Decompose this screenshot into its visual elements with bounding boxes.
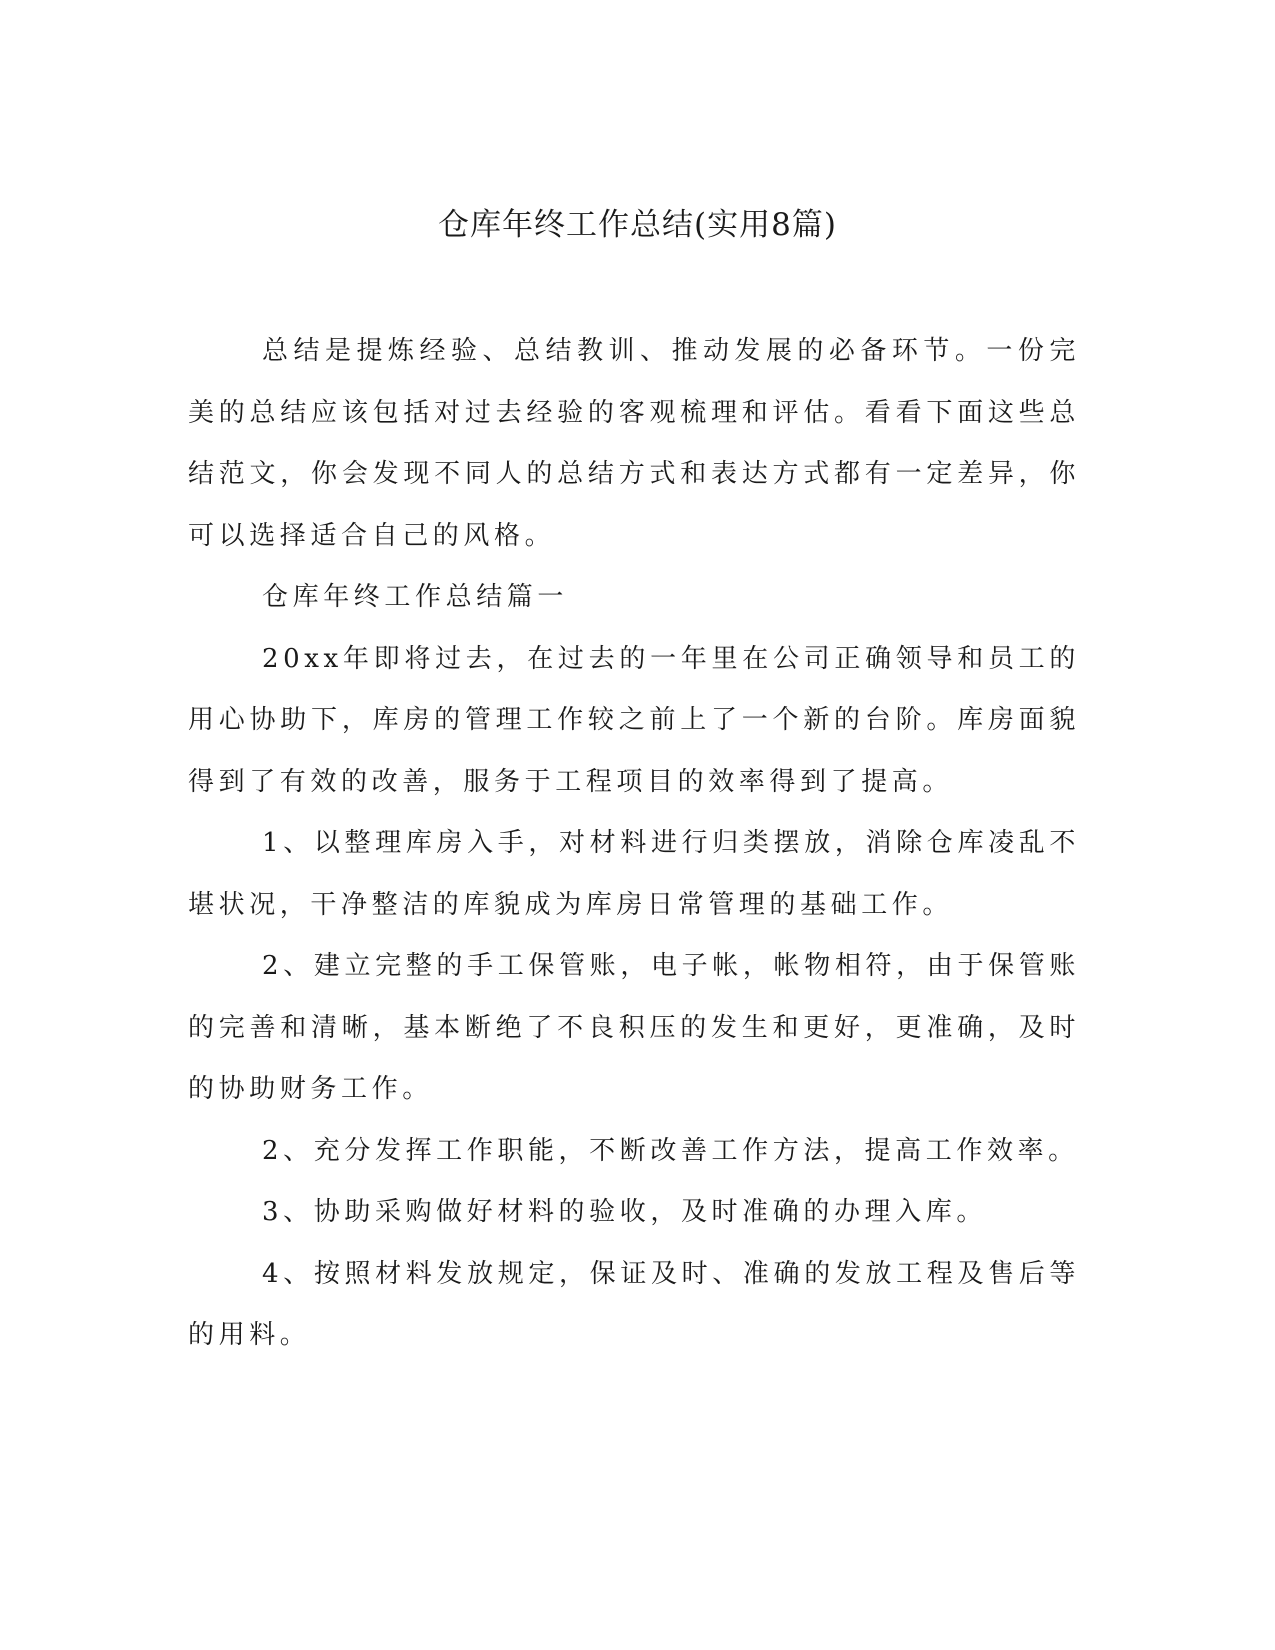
list-item: 4、按照材料发放规定，保证及时、准确的发放工程及售后等的用料。 <box>188 1258 1080 1350</box>
list-item: 1、以整理库房入手，对材料进行归类摆放，消除仓库凌乱不堪状况，干净整洁的库貌成为库房日常管理的基础工作。 <box>188 828 1080 920</box>
list-item: 2、建立完整的手工保管账，电子帐，帐物相符，由于保管账的完善和清晰，基本断绝了不良积压的发生和更好，更准确，及时的协助财务工作。 <box>188 951 1080 1104</box>
document-title: 仓库年终工作总结(实用8篇) <box>438 207 837 243</box>
document-body <box>188 321 1080 1367</box>
list-item: 2、充分发挥工作职能，不断改善工作方法，提高工作效率。 <box>262 1135 1079 1166</box>
intro-paragraph: 总结是提炼经验、总结教训、推动发展的必备环节。一份完美的总结应该包括对过去经验的客观梳理和评估。看看下面这些总结范文，你会发现不同人的总结方式和表达方式都有一定差异，你可以选择适合自己的风格。 <box>188 336 1080 551</box>
list-item: 3、协助采购做好材料的验收，及时准确的办理入库。 <box>262 1197 987 1227</box>
body-paragraph: 20xx年即将过去，在过去的一年里在公司正确领导和员工的用心协助下，库房的管理工作较之前上了一个新的台阶。库房面貌得到了有效的改善，服务于工程项目的效率得到了提高。 <box>188 643 1080 797</box>
section-heading: 仓库年终工作总结篇一 <box>262 582 569 612</box>
